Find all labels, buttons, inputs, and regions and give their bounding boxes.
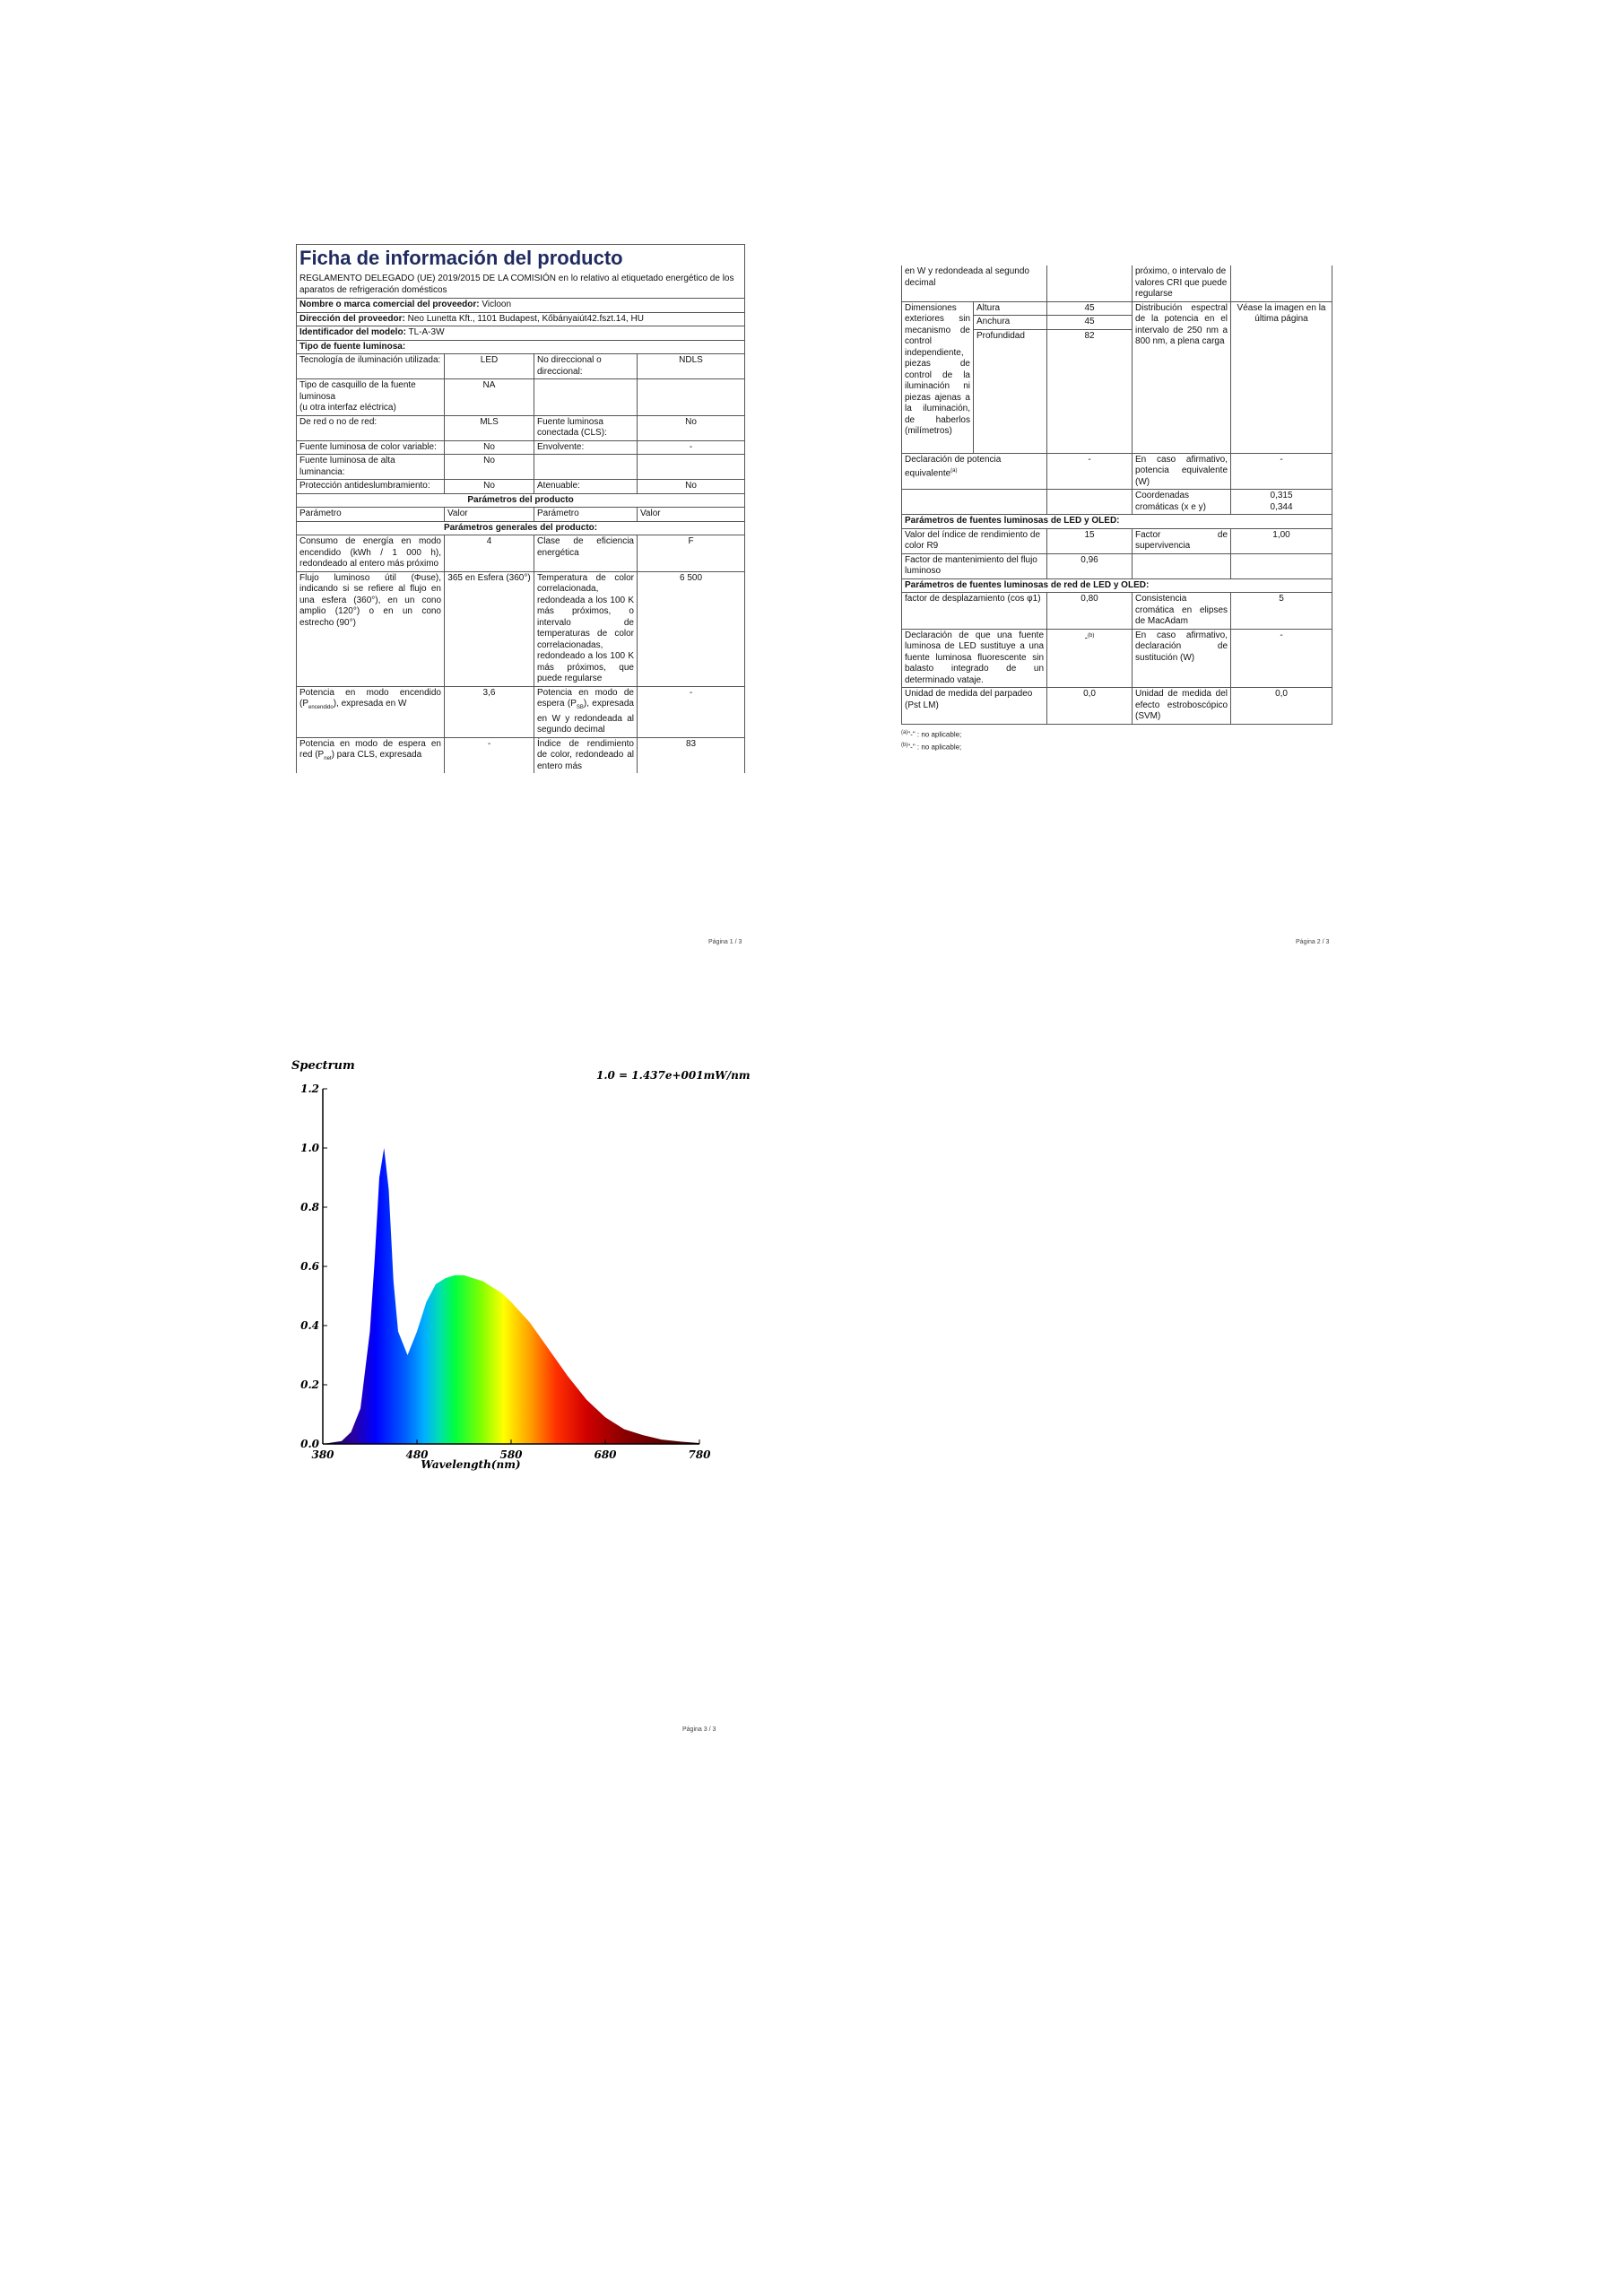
document-page-2 [901, 265, 1350, 947]
cell-value: 82 [1047, 329, 1133, 453]
cell-label: Tecnología de iluminación utilizada: [297, 354, 445, 379]
x-tick-label: 380 [311, 1448, 334, 1461]
document-page-3 [287, 1058, 753, 1740]
chart-annotation: 1.0 = 1.437e+001mW/nm [596, 1069, 751, 1082]
model-value: TL-A-3W [408, 327, 445, 337]
cell-value: 45 [1047, 301, 1133, 316]
cell-value: - [1231, 453, 1332, 490]
cell-label: en W y redondeada al segundo decimal [902, 265, 1047, 301]
cell-label: No direccional o direccional: [534, 354, 638, 379]
address-value: Neo Lunetta Kft., 1101 Budapest, Kőbányaiút42.fszt.14, HU [407, 313, 644, 324]
cell-value: No [445, 480, 534, 494]
cell-value: 15 [1047, 528, 1133, 553]
footnotes [901, 727, 1350, 753]
cell-empty [1047, 490, 1133, 515]
cell-label: Atenuable: [534, 480, 638, 494]
cell-label: Flujo luminoso útil (Φuse), indicando si se refiere al flujo en una esfera (360°), en un cono amplio (120°) o en un cono estrecho (90°) [297, 571, 445, 686]
x-tick-label: 480 [405, 1448, 429, 1461]
cell-value: 0,0 [1047, 688, 1133, 725]
cell-empty [902, 490, 1047, 515]
column-header: Parámetro [534, 508, 638, 522]
model-row: Identificador del modelo: TL-A-3W [297, 326, 745, 341]
cell-label: Índice de rendimiento de color, redondeado al entero más [534, 737, 638, 773]
cell-value: 0,80 [1047, 593, 1133, 630]
page-number-3: Página 3 / 3 [682, 1726, 716, 1733]
cell-label: Fuente luminosa conectada (CLS): [534, 415, 638, 440]
cell-label: Fuente luminosa de alta luminancia: [297, 455, 445, 480]
page-number: Página 1 / 3 [708, 939, 742, 945]
page-number: Página 2 / 3 [1296, 939, 1330, 945]
cell-label: Valor del índice de rendimiento de color R9 [902, 528, 1047, 553]
cell-value: NA [445, 379, 534, 416]
cell-value: 3,6 [445, 686, 534, 737]
cell-value: 1,00 [1231, 528, 1332, 553]
cell-label: Declaración de potencia equivalente$^{(a)}$ [902, 453, 1047, 490]
cell-label: Coordenadas cromáticas (x e y) [1133, 490, 1231, 515]
cell-label: Factor de mantenimiento del flujo luminoso [902, 553, 1047, 578]
cell-value: Véase la imagen en la última página [1231, 301, 1332, 453]
cell-label: Fuente luminosa de color variable: [297, 440, 445, 455]
cell-label: Clase de eficiencia energética [534, 535, 638, 572]
page-title: Ficha de información del producto [299, 247, 623, 269]
cell-empty [1231, 553, 1332, 578]
cell-label: Altura [974, 301, 1047, 316]
cell-value: 0,0 [1231, 688, 1332, 725]
y-tick-label: 0.4 [300, 1319, 319, 1332]
cell-label: Protección antideslumbramiento: [297, 480, 445, 494]
cell-label: próximo, o intervalo de valores CRI que puede regularse [1133, 265, 1231, 301]
supplier-value: Vicloon [482, 300, 512, 309]
cell-label: Temperatura de color correlacionada, redondeada a los 100 K más próximos, o intervalo de temperaturas de color correlacionadas, redondeado a los 100 K más próximos, que puede regularse [534, 571, 638, 686]
cell-label: Unidad de medida del efecto estroboscópico (SVM) [1133, 688, 1231, 725]
cell-label: Potencia en modo de espera en red $(P_{net})$ para CLS, expresada [297, 737, 445, 773]
y-tick-label: 1.2 [300, 1083, 319, 1095]
x-tick-label: 580 [499, 1448, 523, 1461]
cell-value: No [445, 455, 534, 480]
cell-value: 45 [1047, 316, 1133, 330]
cell-value: MLS [445, 415, 534, 440]
footnote-b: $^{(b)}$"-" : no aplicable; [901, 743, 962, 752]
x-tick-label: 780 [688, 1448, 711, 1461]
cell-value: 5 [1231, 593, 1332, 630]
cell-value: 365 en Esfera (360°) [445, 571, 534, 686]
cell-label: factor de desplazamiento (cos φ1) [902, 593, 1047, 630]
cell-value: - [445, 737, 534, 773]
cell-label: En caso afirmativo, declaración de sustitución (W) [1133, 629, 1231, 688]
footnote-a: $^{(a)}$"-" : no aplicable; [901, 729, 962, 739]
column-header: Valor [445, 508, 534, 522]
cell-label: Unidad de medida del parpadeo (Pst LM) [902, 688, 1047, 725]
cell-label: Distribución espectral de la potencia en el intervalo de 250 nm a 800 nm, a plena carga [1133, 301, 1231, 453]
cell-label: En caso afirmativo, potencia equivalente (W) [1133, 453, 1231, 490]
x-tick-label: 680 [594, 1448, 617, 1461]
cell-value: 4 [445, 535, 534, 572]
address-row: Dirección del proveedor: Neo Lunetta Kft., 1101 Budapest, Kőbányaiút42.fszt.14, HU [297, 312, 745, 326]
cell-value: NDLS [638, 354, 745, 379]
spectrum-chart [287, 1058, 753, 1507]
spectrum-area [323, 1148, 699, 1444]
cell-label: Envolvente: [534, 440, 638, 455]
cell-empty [638, 379, 745, 416]
product-info-table-2 [901, 265, 1332, 725]
regulation-text: REGLAMENTO DELEGADO (UE) 2019/2015 DE LA COMISIÓN en lo relativo al etiquetado energético de los aparatos de refrigeración domésticos [299, 274, 734, 295]
dimensions-label: Dimensiones exteriores sin mecanismo de control independiente, piezas de control de la iluminación ni piezas ajenas a la iluminación, de haberlos (milímetros) [902, 301, 974, 453]
y-tick-label: 0.6 [300, 1260, 319, 1273]
general-params-heading: Parámetros generales del producto: [297, 521, 745, 535]
cell-value: 6 500 [638, 571, 745, 686]
cell-empty [638, 455, 745, 480]
cell-value: - [638, 686, 745, 737]
product-info-table-1 [296, 244, 745, 773]
cell-value: LED [445, 354, 534, 379]
cell-label: De red o no de red: [297, 415, 445, 440]
cell-empty [1231, 265, 1332, 301]
cell-label: Consistencia cromática en elipses de MacAdam [1133, 593, 1231, 630]
cell-empty [534, 379, 638, 416]
cell-value: 0,96 [1047, 553, 1133, 578]
cell-empty [1133, 553, 1231, 578]
cell-label: Consumo de energía en modo encendido (kWh / 1 000 h), redondeado al entero más próximo [297, 535, 445, 572]
cell-label: Factor de supervivencia [1133, 528, 1231, 553]
cell-value: - [1231, 629, 1332, 688]
cell-value: 83 [638, 737, 745, 773]
document-page-1 [296, 244, 744, 944]
cell-label: Profundidad [974, 329, 1047, 453]
cell-empty [1047, 265, 1133, 301]
led-params-heading: Parámetros de fuentes luminosas de LED y OLED: [902, 515, 1332, 529]
cell-empty [534, 455, 638, 480]
cell-value: No [638, 415, 745, 440]
x-axis-label: Wavelength(nm) [421, 1458, 521, 1471]
cell-label: Tipo de casquillo de la fuente luminosa (u otra interfaz eléctrica) [297, 379, 445, 416]
cell-value: No [445, 440, 534, 455]
cell-value: - [638, 440, 745, 455]
cell-value: 0,315 0,344 [1231, 490, 1332, 515]
cell-label: Potencia en modo de espera $(P_{SB})$, expresada en W y redondeada al segundo decimal [534, 686, 638, 737]
cell-label: Potencia en modo encendido $(P_{encendido})$, expresada en W [297, 686, 445, 737]
mains-led-params-heading: Parámetros de fuentes luminosas de red de LED y OLED: [902, 578, 1332, 593]
cell-label: Anchura [974, 316, 1047, 330]
params-heading: Parámetros del producto [297, 493, 745, 508]
y-tick-label: 0.2 [300, 1378, 319, 1391]
y-tick-label: 1.0 [300, 1142, 319, 1154]
cell-value: - [1047, 453, 1133, 490]
supplier-row: Nombre o marca comercial del proveedor: Vicloon [297, 299, 745, 313]
cell-value: No [638, 480, 745, 494]
cell-value: -$^{(b)}$ [1047, 629, 1133, 688]
cell-label: Declaración de que una fuente luminosa de LED sustituye a una fuente luminosa fluorescente sin balasto integrado de un determinado vataje. [902, 629, 1047, 688]
y-tick-label: 0.0 [300, 1438, 319, 1450]
chart-title: Spectrum [291, 1059, 355, 1073]
column-header: Parámetro [297, 508, 445, 522]
column-header: Valor [638, 508, 745, 522]
y-tick-label: 0.8 [300, 1201, 319, 1213]
cell-value: F [638, 535, 745, 572]
light-type-heading: Tipo de fuente luminosa: [297, 340, 745, 354]
